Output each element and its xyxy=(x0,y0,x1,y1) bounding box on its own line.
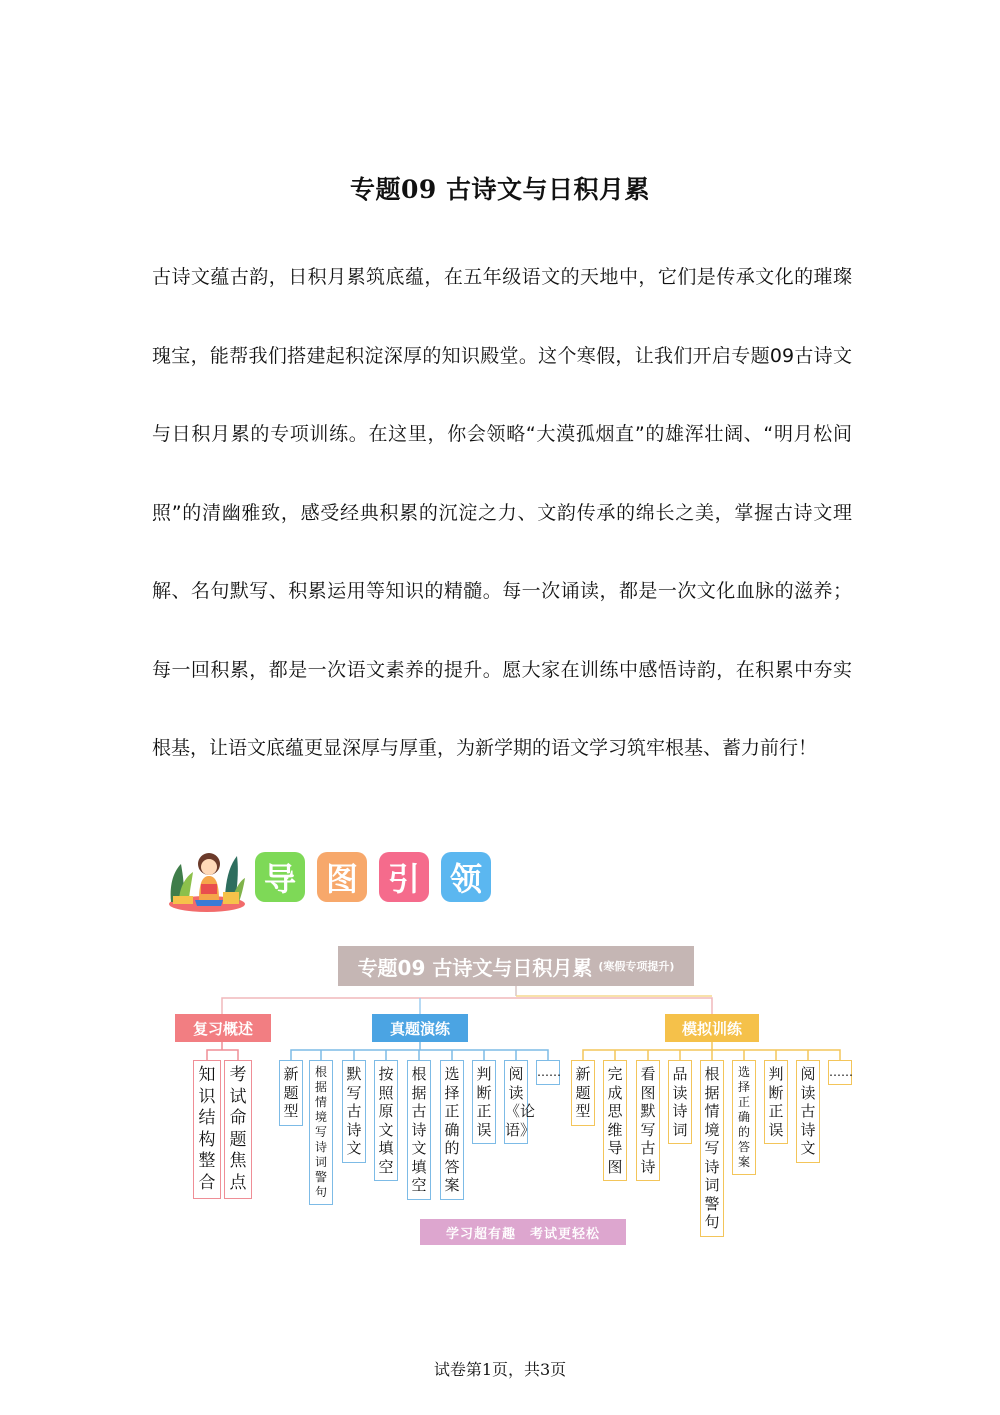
exam-item: 默写古诗文 xyxy=(342,1060,366,1163)
exam-item: 选择正确的答案 xyxy=(440,1060,464,1200)
exam-item: …… xyxy=(536,1060,560,1085)
mock-item: 选择正确的答案 xyxy=(732,1060,756,1175)
mock-item: 品读诗词 xyxy=(668,1060,692,1144)
exam-item: 根据古诗文填空 xyxy=(407,1060,431,1200)
exam-item: 根据情境写诗词警句 xyxy=(309,1060,333,1205)
mock-item: 判断正误 xyxy=(764,1060,788,1144)
mock-item: …… xyxy=(828,1060,852,1085)
page-title: 专题09 古诗文与日积月累 xyxy=(350,175,650,204)
mock-item: 看图默写古诗 xyxy=(636,1060,660,1181)
mock-item: 阅读古诗文 xyxy=(796,1060,820,1163)
mock-item: 新题型 xyxy=(571,1060,595,1126)
branch-review: 复习概述 xyxy=(175,1014,271,1042)
exam-item: 阅读《论语》 xyxy=(504,1060,528,1144)
mindmap-slogan: 学习超有趣 考试更轻松 xyxy=(420,1219,626,1245)
mindmap-root xyxy=(338,946,694,986)
branch-mock: 模拟训练 xyxy=(665,1014,759,1042)
mindmap-root-note: (寒假专项提升) xyxy=(598,960,675,973)
exam-item: 新题型 xyxy=(279,1060,303,1126)
mock-item: 根据情境写诗词警句 xyxy=(700,1060,724,1237)
branch-exam: 真题演练 xyxy=(372,1014,468,1042)
mock-item: 完成思维导图 xyxy=(603,1060,627,1181)
lead-tile: 引 xyxy=(379,852,429,902)
exam-item: 判断正误 xyxy=(472,1060,496,1144)
leader-tile: 领 xyxy=(441,852,491,902)
page-footer: 试卷第1页，共3页 xyxy=(433,1360,567,1379)
intro-paragraph: 古诗文蕴古韵，日积月累筑底蕴，在五年级语文的天地中，它们是传承文化的璀璨瑰宝，能帮我们搭建起积淀深厚的知识殿堂。这个寒假，让我们开启专题09古诗文与日积月累的专项训练。在这里，你会领略“大漠孤烟直”的雄浑壮阔、“明月松间照”的清幽雅致，感受经典积累的沉淀之力、文韵传承的绵长之美，掌握古诗文理解、名句默写、积累运用等知识的精髓。每一次诵读，都是一次文化血脉的滋养；每一回积累，都是一次语文素养的提升。愿大家在训练中感悟诗韵，在积累中夯实根基，让语文底蕴更显深厚与厚重，为新学期的语文学习筑牢根基、蓄力前行！ xyxy=(152,266,852,759)
review-item: 考试命题焦点 xyxy=(224,1060,252,1199)
review-item: 知识结构整合 xyxy=(193,1060,221,1199)
mindmap-root-title: 专题09 古诗文与日积月累 xyxy=(357,955,593,980)
guide-tile: 导 xyxy=(255,852,305,902)
exam-item: 按照原文填空 xyxy=(374,1060,398,1181)
map-tile: 图 xyxy=(317,852,367,902)
